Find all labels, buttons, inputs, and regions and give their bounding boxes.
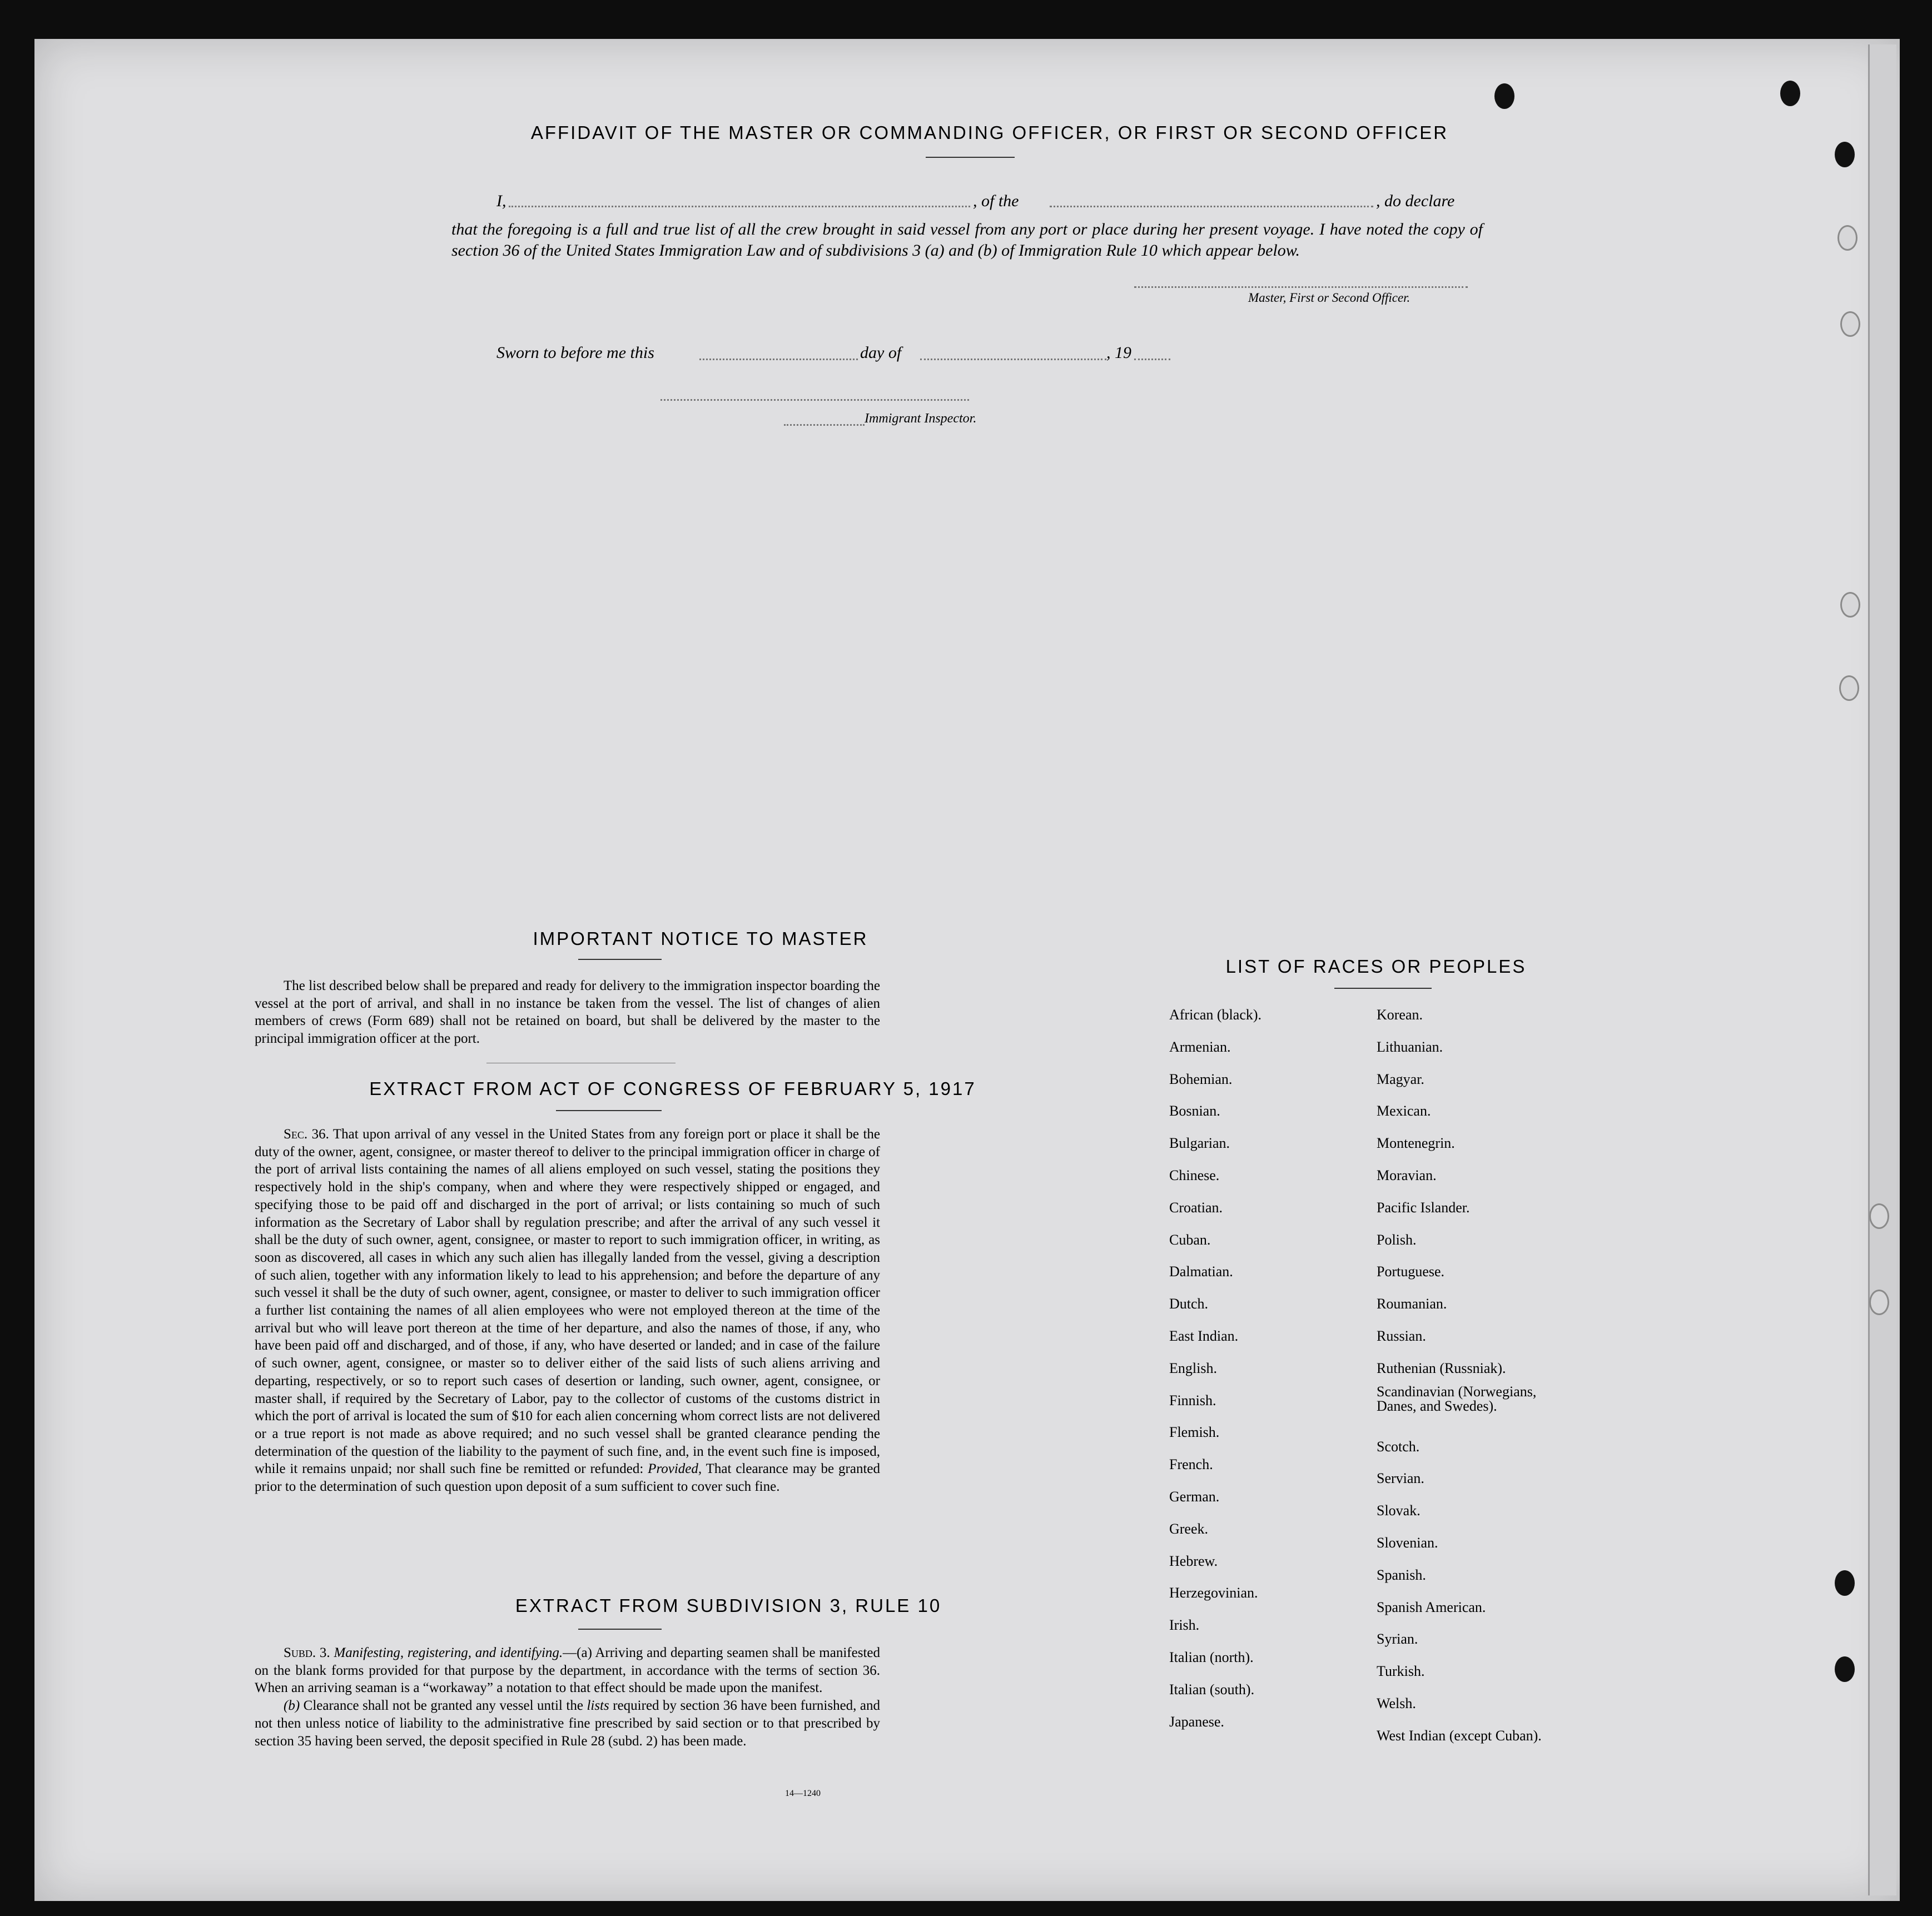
race-item: Mexican. <box>1377 1103 1431 1119</box>
vessel-blank <box>1050 206 1373 207</box>
binder-hole <box>1840 311 1860 337</box>
race-item: Montenegrin. <box>1377 1135 1455 1152</box>
rule-extract-text <box>255 1644 880 1750</box>
affidavit-of-the: , of the <box>973 192 1019 210</box>
race-item: West Indian (except Cuban). <box>1377 1727 1542 1744</box>
notice-text <box>255 977 880 1048</box>
binder-hole <box>1837 225 1857 251</box>
notice-title: IMPORTANT NOTICE TO MASTER <box>533 928 868 949</box>
races-title: LIST OF RACES OR PEOPLES <box>1225 956 1527 977</box>
para-a-mark: —(a) <box>563 1645 592 1660</box>
act-text-b: That clearance may be granted prior to the determination of such question upon deposit of a sum sufficient to cover such fine. <box>255 1461 880 1495</box>
race-item: Russian. <box>1377 1327 1426 1344</box>
title-rule <box>556 1110 662 1111</box>
races-left-column <box>1169 999 1364 1738</box>
title-rule <box>1334 988 1432 989</box>
sworn-text: Sworn to before me this <box>496 344 654 362</box>
sec-label: Sec. 36. <box>284 1127 329 1142</box>
para-b-mark: (b) <box>284 1698 300 1714</box>
race-item: Spanish. <box>1377 1566 1426 1583</box>
affidavit-text: that the foregoing is a full and true list of all the crew brought in said vessel from any port or place during her present voyage. I have noted the copy of section 36 of the United States Immigration Law and of subdivisions 3 (a) and (b) of Immigration Rule 10 which appear below. <box>451 220 1483 260</box>
binder-hole <box>1494 83 1514 109</box>
race-item: German. <box>1169 1488 1220 1505</box>
race-item: Japanese. <box>1169 1713 1224 1730</box>
inspector-label: Immigrant Inspector. <box>865 411 977 426</box>
title-rule <box>578 959 662 960</box>
race-item: Herzegovinian. <box>1169 1585 1258 1601</box>
race-item: Bosnian. <box>1169 1103 1220 1119</box>
races-right-column <box>1377 999 1610 1752</box>
binder-hole <box>1840 592 1860 618</box>
act-extract-text <box>255 1126 880 1496</box>
year-blank <box>1134 359 1170 360</box>
race-item: African (black). <box>1169 1007 1262 1023</box>
year-prefix: , 19 <box>1106 344 1131 362</box>
document-page <box>34 39 1900 1901</box>
race-item: Syrian. <box>1377 1631 1418 1648</box>
race-item: Welsh. <box>1377 1695 1416 1711</box>
notice-paragraph: The list described below shall be prepared and ready for delivery to the immigration inspector boarding the vessel at the port of arrival, and shall in no instance be taken from the vessel. The list of changes of alien members of crews (Form 689) shall not be retained on board, but shall be delivered by the master to the principal immigration officer at the port. <box>255 978 880 1047</box>
form-number: 14—1240 <box>785 1789 821 1798</box>
race-item: Korean. <box>1377 1007 1423 1023</box>
act-text-a: That upon arrival of any vessel in the United States from any foreign port or place it shall be the duty of the owner, agent, consignee, or master thereof to deliver to the principal immigration officer in charge of the port of arrival lists containing the names of all aliens employed on such vessel, stating the positions they respectively hold in the ship's company, when and where they were respectively shipped or engaged, and specifying those to be paid off and discharged in the port of arrival; or lists containing so much of such information as the Secretary of Labor shall by regulation prescribe; and after the arrival of any such vessel it shall be the duty of such owner, agent, consignee, or master to report to such immigration officer, in writing, as soon as discovered, all cases in which any such alien has illegally landed from the vessel, giving a description of such alien, together with any information likely to lead to his apprehension; and before the departure of any such vessel it shall be the duty of such owner, agent, consignee, or master to deliver to such immigration officer a further list containing the names of all alien employees who were not employed thereon at the time of the arrival but who will leave port thereon at the time of her departure, and also the names of those, if any, who have been paid off and discharged, and of those, if any, who have deserted or landed; and in case of the failure of such owner, agent, consignee, or master so to deliver either of the said lists of such aliens arriving and departing, respectively, or so to report such cases of desertion or landing, such owner, agent, consignee, or master shall, if required by the Secretary of Labor, pay to the collector of customs of the customs district in which the port of arrival is located the sum of $10 for each alien concerning whom correct lists are not delivered or a true report is not made as above required; and no such vessel shall be granted clearance pending the determination of the question of the liability to the payment of such fine, and, in the event such fine is imposed, while it remains unpaid; nor shall such fine be remitted or refunded: <box>255 1127 881 1477</box>
para-b-text-2: required by section 36 have been furnished, and not then unless notice of liability to the administrative fine prescribed by said section or to that prescribed by section 35 having been served, the deposit specified in Rule 28 (subd. 2) has been made. <box>255 1698 881 1749</box>
race-item: East Indian. <box>1169 1327 1239 1344</box>
race-item: Bohemian. <box>1169 1071 1233 1087</box>
binder-hole <box>1839 675 1859 701</box>
race-item: French. <box>1169 1456 1213 1473</box>
binder-hole <box>1869 1290 1889 1315</box>
race-item: Slovak. <box>1377 1502 1421 1519</box>
inspector-lead-blank <box>784 424 865 426</box>
race-item: Cuban. <box>1169 1231 1211 1248</box>
title-rule <box>578 1629 662 1630</box>
race-item: Portuguese. <box>1377 1263 1445 1280</box>
affidavit-do-declare: , do declare <box>1376 192 1455 210</box>
para-a-text: Arriving and departing seamen shall be manifested on the blank forms provided for that purpose by the department, in accordance with the terms of section 36. When an arriving seaman is a “workaway” a notation to that effect should be made upon the manifest. <box>255 1645 880 1696</box>
binder-hole <box>1835 1656 1855 1682</box>
page-edge <box>1868 44 1896 1895</box>
day-of-text: day of <box>860 344 902 362</box>
race-item: Croatian. <box>1169 1199 1223 1216</box>
race-item: Scandinavian (Norwegians, Danes, and Swedes). <box>1377 1383 1537 1414</box>
subd-label: Subd. 3. <box>284 1645 330 1660</box>
race-item: Turkish. <box>1377 1663 1425 1680</box>
race-item: Italian (north). <box>1169 1649 1254 1665</box>
race-item: Greek. <box>1169 1520 1209 1537</box>
sworn-month-blank <box>920 359 1106 360</box>
subd-heading: Manifesting, registering, and identifying. <box>334 1645 563 1660</box>
race-item: Finnish. <box>1169 1392 1216 1409</box>
rule-extract-title: EXTRACT FROM SUBDIVISION 3, RULE 10 <box>515 1595 942 1616</box>
sworn-day-blank <box>699 359 858 360</box>
binder-hole <box>1835 1570 1855 1596</box>
race-item: Ruthenian (Russniak). <box>1377 1360 1506 1376</box>
race-item: Polish. <box>1377 1231 1417 1248</box>
race-item: Irish. <box>1169 1617 1200 1634</box>
race-item: English. <box>1169 1360 1217 1376</box>
name-blank <box>509 206 970 207</box>
act-extract-title: EXTRACT FROM ACT OF CONGRESS OF FEBRUARY 5, 1917 <box>369 1078 976 1099</box>
race-item: Servian. <box>1377 1470 1424 1487</box>
provided-word: Provided, <box>648 1461 702 1477</box>
para-b-lists: lists <box>587 1698 609 1714</box>
race-item: Magyar. <box>1377 1071 1424 1087</box>
race-item: Roumanian. <box>1377 1296 1447 1312</box>
inspector-signature-blank <box>660 399 969 401</box>
race-item: Chinese. <box>1169 1167 1220 1183</box>
binder-hole <box>1869 1203 1889 1229</box>
affidavit-title: AFFIDAVIT OF THE MASTER OR COMMANDING OFFICER, OR FIRST OR SECOND OFFICER <box>530 122 1449 143</box>
title-rule <box>926 157 1015 158</box>
signature-blank <box>1134 286 1468 288</box>
race-item: Scotch. <box>1377 1438 1420 1455</box>
race-item: Hebrew. <box>1169 1552 1218 1569</box>
binder-hole <box>1835 142 1855 167</box>
signature-label: Master, First or Second Officer. <box>1248 291 1410 305</box>
race-item: Moravian. <box>1377 1167 1437 1183</box>
race-item: Dalmatian. <box>1169 1263 1233 1280</box>
race-item: Flemish. <box>1169 1424 1220 1441</box>
race-item: Italian (south). <box>1169 1681 1255 1698</box>
race-item: Lithuanian. <box>1377 1038 1443 1055</box>
race-item: Spanish American. <box>1377 1599 1486 1615</box>
race-item: Bulgarian. <box>1169 1135 1230 1152</box>
affidavit-i: I, <box>496 192 506 210</box>
race-item: Armenian. <box>1169 1038 1231 1055</box>
race-item: Slovenian. <box>1377 1534 1438 1551</box>
race-item: Dutch. <box>1169 1296 1209 1312</box>
race-item: Pacific Islander. <box>1377 1199 1470 1216</box>
binder-hole <box>1780 81 1800 106</box>
para-b-text-1: Clearance shall not be granted any vessel until the <box>303 1698 583 1714</box>
